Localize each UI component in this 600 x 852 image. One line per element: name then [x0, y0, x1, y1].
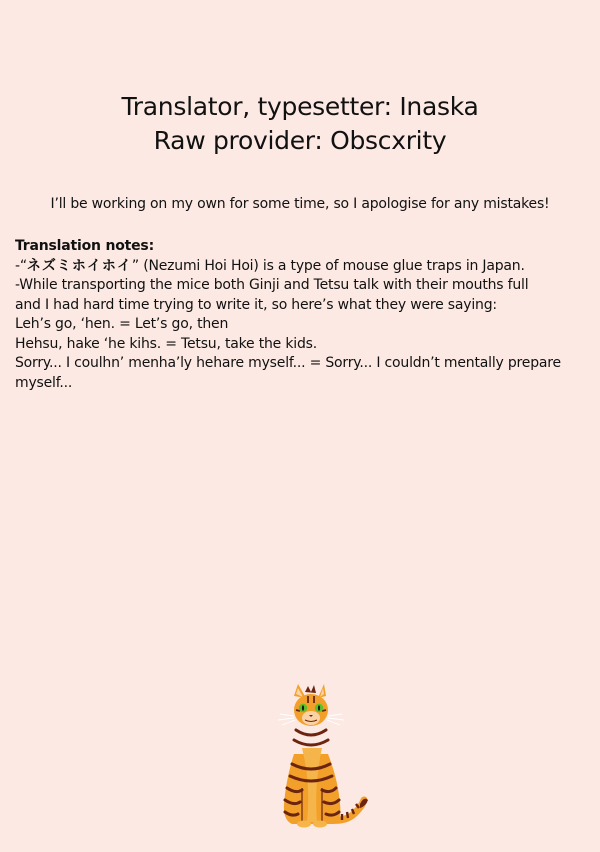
dialogue-line: Sorry... I coulhn’ menha’ly hehare myself... = Sorry... I couldn’t mentally prepare myself...	[15, 355, 561, 391]
note-mouths-full-line1: -While transporting the mice both Ginji and Tetsu talk with their mouths full	[15, 277, 529, 293]
note-mouths-full-line2: and I had hard time trying to write it, so here’s what they were saying:	[15, 296, 497, 313]
dialogue-line: Leh’s go, ‘hen. = Let’s go, then	[15, 316, 229, 332]
note-mouse-trap	[15, 257, 590, 277]
translator-credit: Translator, typesetter: Inaska	[121, 92, 479, 121]
translation-notes	[15, 237, 590, 393]
credits-block	[0, 90, 600, 158]
japanese-term: ネズミホイホイ	[26, 257, 132, 274]
dialogue-line: Hehsu, hake ‘he kihs. = Tetsu, take the kids.	[15, 335, 317, 352]
notes-heading: Translation notes:	[15, 238, 154, 254]
tabby-cat-icon	[272, 684, 372, 830]
raw-provider-credit: Raw provider: Obscxrity	[153, 126, 447, 155]
note-prefix: -“	[15, 257, 27, 274]
apology-message: I’ll be working on my own for some time, so I apologise for any mistakes!	[50, 196, 550, 212]
note-explanation: ” (Nezumi Hoi Hoi) is a type of mouse glue traps in Japan.	[131, 257, 525, 274]
